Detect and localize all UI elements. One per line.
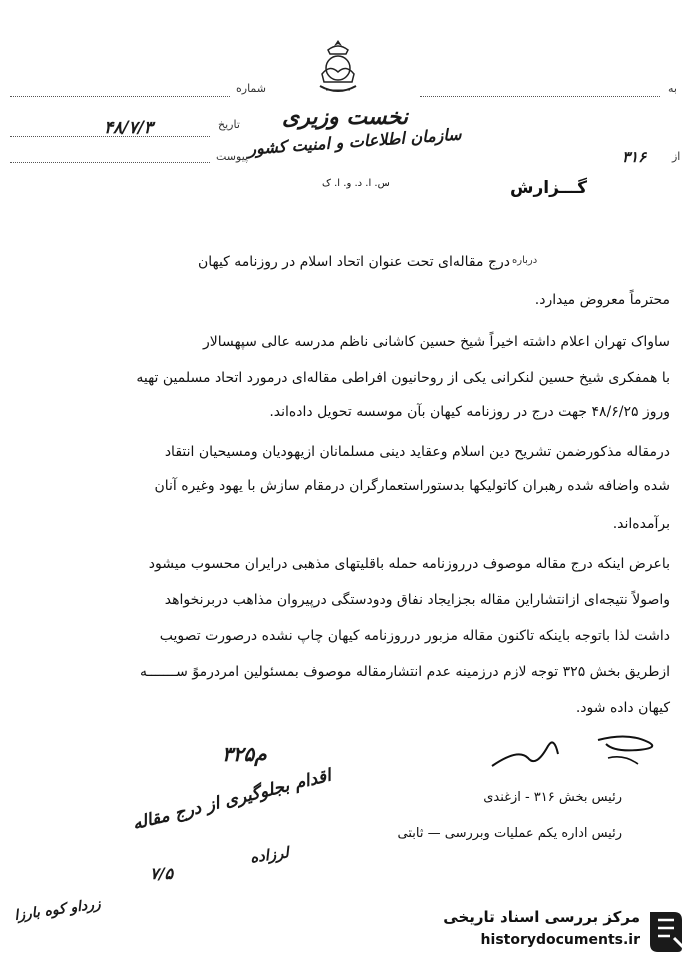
body-line: وروز ۴۸/۶/۲۵ جهت درج در روزنامه کیهان بآن موسسه تحویل داده‌اند. <box>269 404 670 420</box>
body-line: واصولاً نتیجه‌ای ازانتشاراین مقاله بجزایجاد نفاق ودودستگی درپیروان مذاهب دربرنخواهد <box>164 592 670 608</box>
org-title: نخست وزیری <box>282 104 408 130</box>
salutation: محترماً معروض میدارد. <box>534 292 670 308</box>
signature-line-2: رئیس اداره یکم عملیات وبررسی — ثابتی <box>397 826 622 841</box>
handwritten-note-date: ۷/۵ <box>150 864 174 883</box>
signature-line-1: رئیس بخش ۳۱۶ - ازغندی <box>483 790 622 805</box>
handwritten-note-main: اقدام بجلوگیری از درج مقاله <box>130 765 333 835</box>
watermark <box>412 906 688 962</box>
from-value: ۳۱۶ <box>622 148 647 166</box>
body-line: ساواک تهران اعلام داشته اخیراً شیخ حسین کاشانی ناظم مدرسه عالی سپهسالار <box>202 334 670 350</box>
body-line: باعرض اینکه درج مقاله موصوف درروزنامه حمله باقلیتهای مذهبی درایران محسوب میشود <box>148 556 670 572</box>
body-line: کیهان داده شود. <box>575 700 670 716</box>
watermark-url: historydocuments.ir <box>480 932 640 948</box>
date-value: ۴۸/۷/۳ <box>104 118 153 138</box>
to-prefix: به <box>668 82 677 95</box>
org-subtitle: سازمان اطلاعات و امنیت کشور <box>247 124 463 159</box>
date-field-line <box>10 136 210 137</box>
number-field-line <box>10 96 230 97</box>
subject-text: درج مقاله‌ای تحت عنوان اتحاد اسلام در روزنامه کیهان <box>197 254 510 270</box>
body-line: داشت لذا باتوجه باینکه تاکنون مقاله مزبور درروزنامه کیهان چاپ نشده درصورت تصویب <box>159 628 670 644</box>
body-line: برآمده‌اند. <box>612 516 670 532</box>
report-title: گـــزارش <box>510 178 587 198</box>
emblem-icon <box>312 38 364 100</box>
body-line: درمقاله مذکورضمن تشریح دین اسلام وعقاید دینی مسلمانان ازیهودیان ومسیحیان انتقاد <box>164 444 670 460</box>
attachment-field-line <box>10 162 210 163</box>
watermark-title: مرکز بررسی اسناد تاریخی <box>443 908 640 926</box>
to-field-line <box>420 96 660 97</box>
date-label: تاریخ <box>218 118 240 131</box>
handwritten-note-bottom: زرداو کوه بارزا <box>13 896 102 924</box>
signature-mark <box>488 728 668 778</box>
attachment-label: پیوست <box>216 150 249 163</box>
handwritten-note-325: ۳۲۵م <box>222 742 267 766</box>
number-label: شماره <box>236 82 267 95</box>
archive-logo-icon <box>644 908 688 956</box>
handwritten-note-sig: لرزاده <box>248 843 290 867</box>
body-line: شده واضافه شده رهبران کاتولیکها بدستوراستعمارگران درمقام سازش با یهود وغیره آنان <box>154 478 670 494</box>
from-prefix: از <box>672 150 681 163</box>
dept-code: س. ا. د. و. ا. ک <box>322 178 390 189</box>
body-line: با همفکری شیخ حسین لنکرانی یکی از روحانیون افراطی مقاله‌ای درمورد اتحاد مسلمین تهیه <box>136 370 670 386</box>
body-line: ازطریق بخش ۳۲۵ توجه لازم درزمینه عدم انتشارمقاله موصوف بمسئولین امردرموً ســـــــه <box>139 664 670 680</box>
subject-label: درباره <box>512 255 538 266</box>
